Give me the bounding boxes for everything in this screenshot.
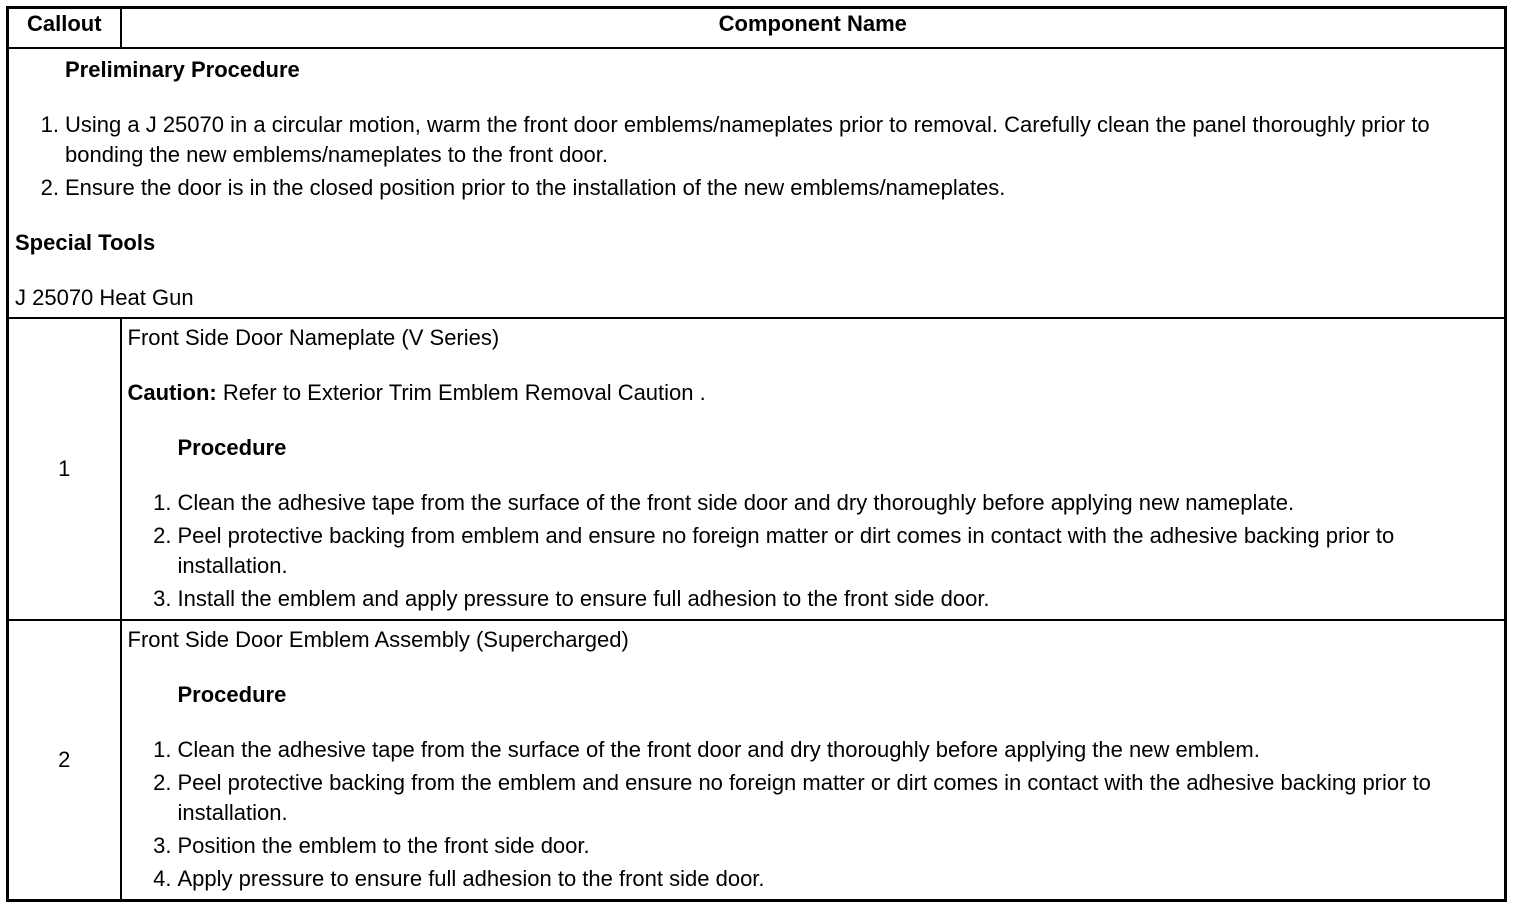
list-item <box>15 110 1498 170</box>
caution-line <box>128 378 1499 408</box>
list-item <box>128 864 1499 894</box>
step-number: 4. <box>153 866 172 891</box>
component-name-header: Component Name <box>121 8 1506 49</box>
step-text: Clean the adhesive tape from the surface of the front door and dry thoroughly before applying the new emblem. <box>177 737 1260 762</box>
preliminary-row <box>8 48 1506 318</box>
component-cell <box>121 620 1506 901</box>
caution-label: Caution: <box>127 380 217 405</box>
table-row <box>8 318 1506 620</box>
step-text: Clean the adhesive tape from the surface of the front side door and dry thoroughly before applying new nameplate. <box>177 490 1295 515</box>
list-item <box>128 768 1499 828</box>
caution-text: Refer to Exterior Trim Emblem Removal Caution . <box>216 380 706 405</box>
callout-cell: 2 <box>8 620 121 901</box>
procedure-steps <box>128 735 1499 894</box>
step-text: Install the emblem and apply pressure to ensure full adhesion to the front side door. <box>177 586 990 611</box>
list-item <box>128 735 1499 765</box>
procedure-title: Procedure <box>177 682 287 707</box>
special-tool-item: J 25070 Heat Gun <box>15 285 194 310</box>
list-item <box>128 831 1499 861</box>
step-text: Peel protective backing from the emblem and ensure no foreign matter or dirt comes in contact with the adhesive backing prior to installation. <box>177 770 1431 825</box>
component-name: Front Side Door Emblem Assembly (Supercharged) <box>127 627 629 652</box>
list-item <box>128 488 1499 518</box>
procedure-steps <box>128 488 1499 614</box>
step-text: Peel protective backing from emblem and ensure no foreign matter or dirt comes in contact with the adhesive backing prior to installation. <box>177 523 1395 578</box>
table-header-row <box>8 8 1506 49</box>
step-text: Ensure the door is in the closed position prior to the installation of the new emblems/nameplates. <box>65 175 1006 200</box>
step-number: 1. <box>153 490 172 515</box>
step-number: 3. <box>153 586 172 611</box>
list-item <box>128 584 1499 614</box>
callout-cell: 1 <box>8 318 121 620</box>
callout-header: Callout <box>8 8 121 49</box>
step-text: Position the emblem to the front side door. <box>177 833 590 858</box>
table-row <box>8 620 1506 901</box>
step-number: 2. <box>153 523 172 548</box>
step-text: Apply pressure to ensure full adhesion to the front side door. <box>177 866 765 891</box>
procedure-title: Procedure <box>177 435 287 460</box>
step-text: Using a J 25070 in a circular motion, warm the front door emblems/nameplates prior to removal. Carefully clean the panel thoroughly prior to bonding the new emblems/nameplates to the front door. <box>65 112 1430 167</box>
step-number: 1. <box>153 737 172 762</box>
preliminary-steps <box>15 110 1498 203</box>
step-number: 1. <box>40 112 59 137</box>
step-number: 2. <box>40 175 59 200</box>
step-number: 3. <box>153 833 172 858</box>
preliminary-procedure-title: Preliminary Procedure <box>65 57 300 82</box>
step-number: 2. <box>153 770 172 795</box>
component-name: Front Side Door Nameplate (V Series) <box>127 325 500 350</box>
list-item <box>128 521 1499 581</box>
list-item <box>15 173 1498 203</box>
component-cell <box>121 318 1506 620</box>
component-table <box>6 6 1507 902</box>
preliminary-cell <box>8 48 1506 318</box>
special-tools-title: Special Tools <box>15 230 156 255</box>
